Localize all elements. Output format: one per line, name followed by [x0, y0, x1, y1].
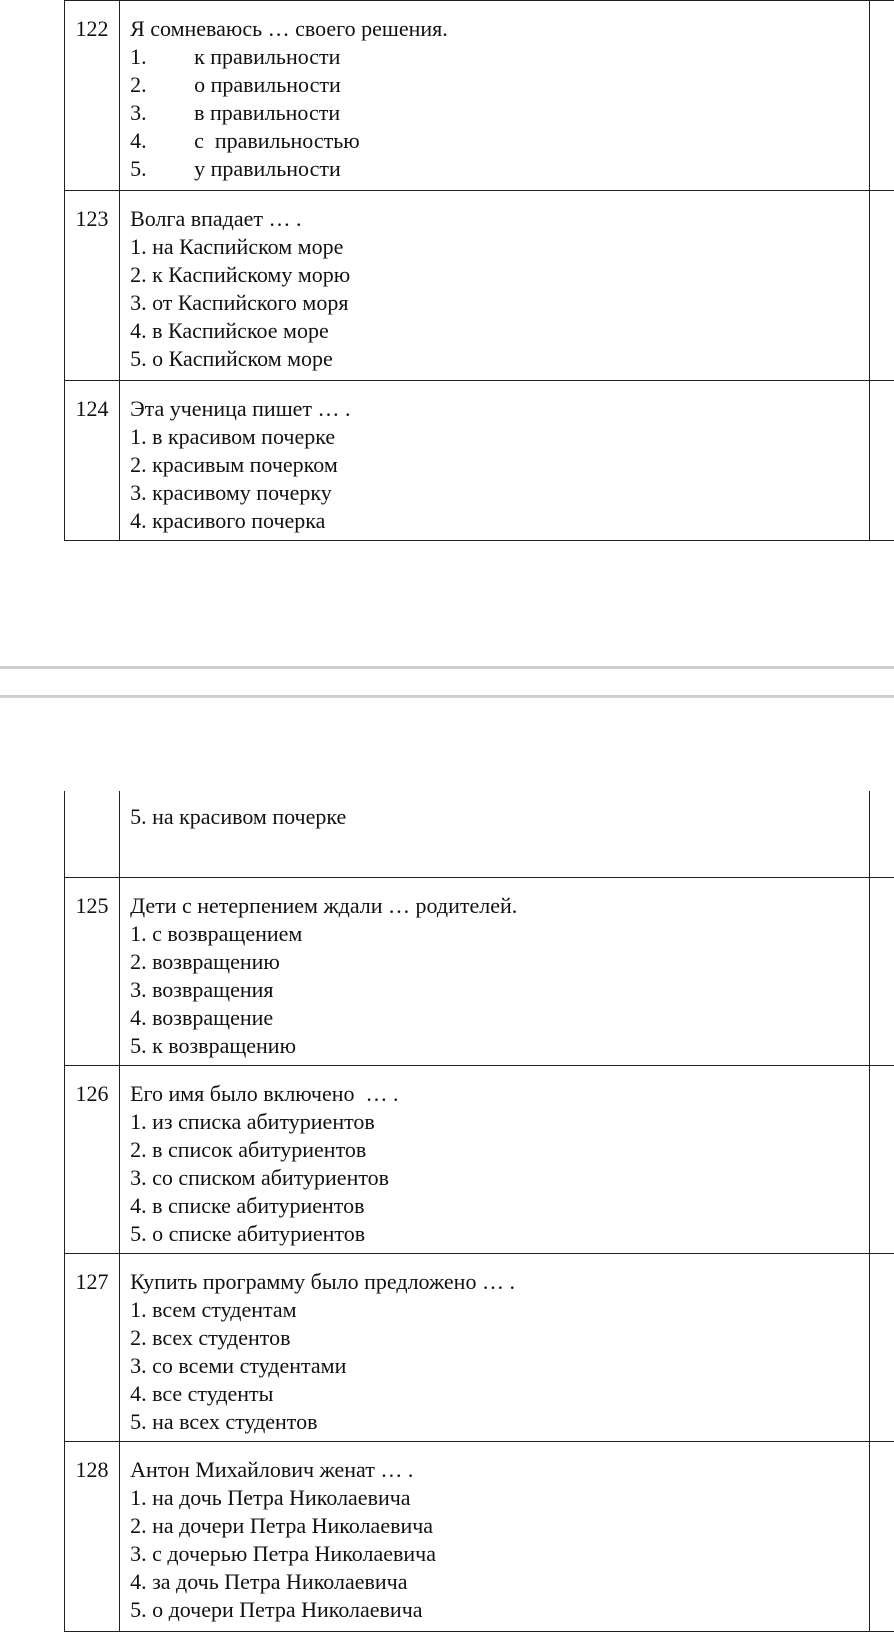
question-row: [65, 1441, 894, 1631]
answer-option: 3. красивому почерку: [130, 479, 869, 507]
answer-option: 3. со списком абитуриентов: [130, 1164, 869, 1192]
question-row: [65, 877, 894, 1065]
question-body: [120, 1065, 870, 1253]
answer-option: 5. о дочери Петра Николаевича: [130, 1596, 869, 1624]
answer-option: 2. к Каспийскому морю: [130, 261, 869, 289]
answer-option: 1. из списка абитуриентов: [130, 1108, 869, 1136]
question-body: [120, 381, 870, 541]
question-prompt: Дети с нетерпением ждали … родителей.: [130, 892, 869, 920]
question-row: [65, 381, 894, 541]
answer-option: 1. в красивом почерке: [130, 423, 869, 451]
question-row: [65, 1065, 894, 1253]
question-row-continued: [65, 791, 894, 877]
answer-option: 4. все студенты: [130, 1380, 869, 1408]
answer-cell: [869, 1441, 894, 1631]
answer-option: 1. на Каспийском море: [130, 233, 869, 261]
answer-option: 4. возвращение: [130, 1004, 869, 1032]
question-number: [65, 791, 120, 877]
question-number: 125: [65, 877, 120, 1065]
question-row: [65, 1, 894, 191]
question-prompt: Купить программу было предложено … .: [130, 1268, 869, 1296]
answer-cell: [869, 1, 894, 191]
question-number: 122: [65, 1, 120, 191]
answer-option: 2. о правильности: [130, 71, 869, 99]
question-prompt: Я сомневаюсь … своего решения.: [130, 15, 869, 43]
question-prompt: Эта ученица пишет … .: [130, 395, 869, 423]
answer-option: 4. в Каспийское море: [130, 317, 869, 345]
answer-option: 1. всем студентам: [130, 1296, 869, 1324]
answer-option: 1. с возвращением: [130, 920, 869, 948]
question-table-page2: [64, 791, 894, 1632]
question-body: [120, 1441, 870, 1631]
answer-option: 3. со всеми студентами: [130, 1352, 869, 1380]
answer-option: 1. на дочь Петра Николаевича: [130, 1484, 869, 1512]
answer-option: 3. от Каспийского моря: [130, 289, 869, 317]
answer-cell: [869, 1065, 894, 1253]
answer-option: 1. к правильности: [130, 43, 869, 71]
answer-cell: [869, 381, 894, 541]
question-number: 123: [65, 191, 120, 381]
answer-option: 2. в список абитуриентов: [130, 1136, 869, 1164]
question-body: [120, 191, 870, 381]
answer-option: 4. за дочь Петра Николаевича: [130, 1568, 869, 1596]
question-number: 124: [65, 381, 120, 541]
question-row: [65, 1253, 894, 1441]
question-body: [120, 791, 870, 877]
answer-option: 5. к возвращению: [130, 1032, 869, 1060]
answer-option: 3. возвращения: [130, 976, 869, 1004]
answer-option: 2. всех студентов: [130, 1324, 869, 1352]
answer-option: 3. в правильности: [130, 99, 869, 127]
question-prompt: Его имя было включено … .: [130, 1080, 869, 1108]
answer-option: 2. красивым почерком: [130, 451, 869, 479]
answer-cell: [869, 1253, 894, 1441]
answer-option: 4. с правильностью: [130, 127, 869, 155]
answer-option: 4. красивого почерка: [130, 507, 869, 535]
answer-cell: [869, 877, 894, 1065]
question-number: 128: [65, 1441, 120, 1631]
answer-option: 5. о списке абитуриентов: [130, 1220, 869, 1248]
answer-option: 5. на красивом почерке: [130, 803, 869, 831]
question-number: 126: [65, 1065, 120, 1253]
answer-option: 3. с дочерью Петра Николаевича: [130, 1540, 869, 1568]
answer-option: 2. возвращению: [130, 948, 869, 976]
page-break: [0, 666, 894, 698]
question-body: [120, 1253, 870, 1441]
answer-option: 2. на дочери Петра Николаевича: [130, 1512, 869, 1540]
answer-cell: [869, 191, 894, 381]
question-body: [120, 1, 870, 191]
question-table-page1: [64, 0, 894, 541]
answer-cell: [869, 791, 894, 877]
question-number: 127: [65, 1253, 120, 1441]
question-prompt: Волга впадает … .: [130, 205, 869, 233]
question-row: [65, 191, 894, 381]
question-prompt: Антон Михайлович женат … .: [130, 1456, 869, 1484]
answer-option: 5. на всех студентов: [130, 1408, 869, 1436]
question-body: [120, 877, 870, 1065]
answer-option: 4. в списке абитуриентов: [130, 1192, 869, 1220]
answer-option: 5. у правильности: [130, 155, 869, 183]
answer-option: 5. о Каспийском море: [130, 345, 869, 373]
